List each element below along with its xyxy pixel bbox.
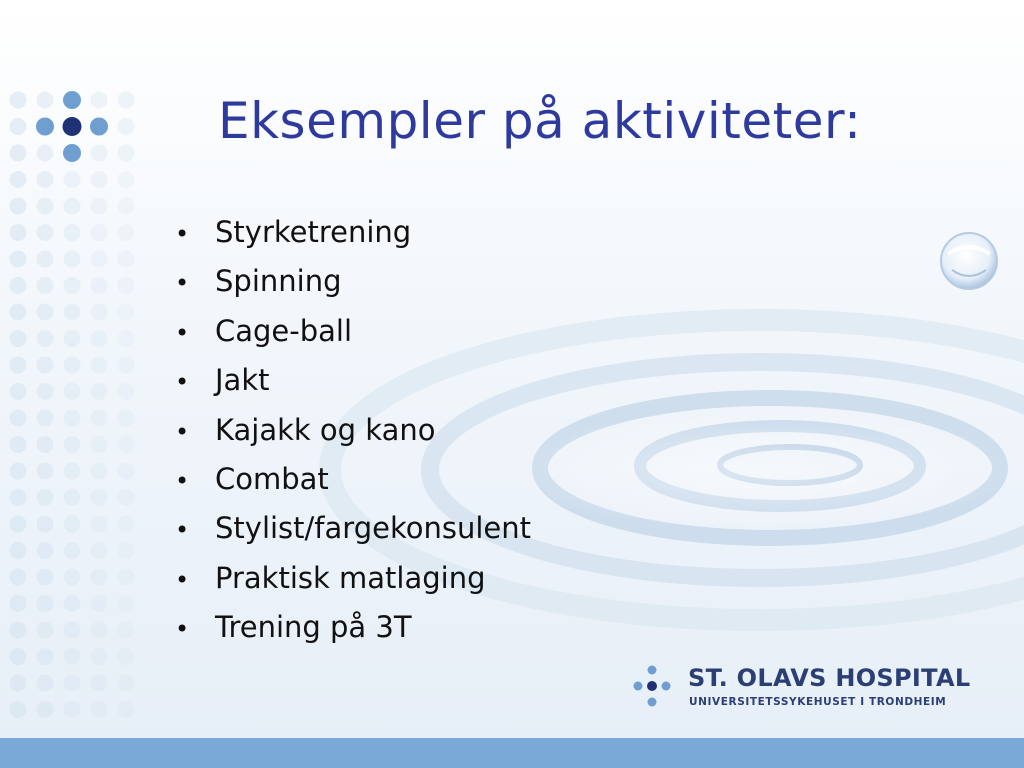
pattern-dot: [118, 383, 135, 400]
pattern-dot: [118, 516, 135, 533]
pattern-dot: [91, 542, 108, 559]
pattern-dot: [118, 463, 135, 480]
pattern-dot: [91, 648, 108, 665]
pattern-dot: [91, 410, 108, 427]
pattern-dot: [118, 410, 135, 427]
pattern-dot: [118, 595, 135, 612]
pattern-dot: [37, 463, 54, 480]
st-olavs-dots-logo-icon: [628, 664, 676, 710]
footer-bar: [0, 738, 1024, 768]
pattern-dot: [37, 410, 54, 427]
pattern-dot: [91, 251, 108, 268]
pattern-dot: [64, 277, 81, 294]
pattern-dot: [37, 675, 54, 692]
pattern-dot: [10, 224, 27, 241]
list-item-text: Cage-ball: [215, 313, 353, 348]
pattern-dot: [91, 489, 108, 506]
pattern-dot: [10, 622, 27, 639]
pattern-dot: [118, 330, 135, 347]
list-item-text: Combat: [215, 461, 329, 496]
bullet-dot: •: [175, 220, 190, 248]
pattern-dot: [37, 383, 54, 400]
pattern-dot: [118, 489, 135, 506]
pattern-dot: [37, 622, 54, 639]
pattern-dot: [64, 489, 81, 506]
pattern-dot: [118, 648, 135, 665]
bullet-dot: •: [175, 565, 190, 594]
pattern-dot: [37, 92, 54, 109]
pattern-dot: [10, 516, 27, 533]
list-item-text: Kajakk og kano: [215, 412, 436, 447]
bullet-dot: •: [175, 269, 190, 298]
pattern-dot: [10, 277, 27, 294]
pattern-dot: [37, 569, 54, 586]
pattern-dot: [10, 701, 27, 718]
pattern-dot: [118, 145, 135, 162]
pattern-dot: [64, 595, 81, 612]
pattern-dot: [37, 171, 54, 188]
pattern-dot: [91, 277, 108, 294]
pattern-dot: [118, 436, 135, 453]
logo-subtitle: UNIVERSITETSSYKEHUSET I TRONDHEIM: [689, 696, 947, 708]
pattern-dot: [10, 357, 27, 374]
slide-title: Eksempler på aktiviteter:: [218, 92, 862, 150]
bullet-dot: •: [175, 368, 190, 397]
pattern-dot: [91, 357, 108, 374]
accent-dot: [63, 144, 81, 162]
pattern-dot: [64, 675, 81, 692]
pattern-dot: [37, 224, 54, 241]
pattern-dot: [64, 463, 81, 480]
pattern-dot: [64, 542, 81, 559]
accent-dot: [90, 118, 108, 136]
pattern-dot: [64, 304, 81, 321]
pattern-dot: [10, 595, 27, 612]
pattern-dot: [91, 145, 108, 162]
pattern-dot: [118, 251, 135, 268]
list-item-text: Jakt: [215, 363, 270, 398]
list-item: [172, 211, 531, 260]
pattern-dot: [91, 463, 108, 480]
list-item-text: Trening på 3T: [215, 610, 412, 645]
pattern-dot: [91, 304, 108, 321]
list-item-text: Spinning: [215, 264, 342, 299]
accent-dot: [63, 91, 81, 109]
pattern-dot: [118, 304, 135, 321]
pattern-dot: [64, 330, 81, 347]
pattern-dot: [118, 92, 135, 109]
pattern-dot: [64, 436, 81, 453]
pattern-dot: [118, 569, 135, 586]
logo-name: ST. OLAVS HOSPITAL: [688, 664, 971, 692]
pattern-dot: [37, 542, 54, 559]
list-item: [172, 606, 531, 655]
pattern-dot: [10, 383, 27, 400]
bullet-dot: •: [175, 615, 190, 644]
pattern-dot: [10, 648, 27, 665]
pattern-dot: [64, 569, 81, 586]
hospital-logo: [628, 662, 998, 712]
list-item-text: Stylist/fargekonsulent: [215, 511, 531, 546]
pattern-dot: [64, 224, 81, 241]
bullet-dot: •: [175, 516, 190, 545]
pattern-dot: [10, 542, 27, 559]
pattern-dot: [91, 701, 108, 718]
pattern-dot: [37, 251, 54, 268]
pattern-dot: [37, 277, 54, 294]
pattern-dot: [64, 410, 81, 427]
pattern-dot: [37, 198, 54, 215]
pattern-dot: [37, 436, 54, 453]
pattern-dot: [37, 145, 54, 162]
pattern-dot: [91, 383, 108, 400]
pattern-dot: [37, 489, 54, 506]
pattern-dot: [91, 198, 108, 215]
accent-dot: [36, 118, 54, 136]
pattern-dot: [64, 648, 81, 665]
pattern-dot: [118, 542, 135, 559]
pattern-dot: [37, 330, 54, 347]
list-item: [172, 458, 531, 507]
list-item: [172, 310, 531, 359]
pattern-dot: [37, 357, 54, 374]
pattern-dot: [37, 516, 54, 533]
pattern-dot: [91, 171, 108, 188]
pattern-dot: [10, 251, 27, 268]
pattern-dot: [10, 304, 27, 321]
pattern-dot: [118, 171, 135, 188]
pattern-dot: [118, 118, 135, 135]
pattern-dot: [91, 224, 108, 241]
pattern-dot: [118, 701, 135, 718]
pattern-dot: [64, 383, 81, 400]
pattern-dot: [118, 198, 135, 215]
pattern-dot: [91, 675, 108, 692]
pattern-dot: [64, 198, 81, 215]
pattern-dot: [64, 516, 81, 533]
pattern-dot: [64, 701, 81, 718]
dotted-pattern-decoration: [0, 88, 150, 738]
pattern-dot: [64, 251, 81, 268]
pattern-dot: [91, 92, 108, 109]
list-item: [172, 557, 531, 606]
water-droplet-icon: [938, 230, 1000, 292]
list-item: [172, 260, 531, 309]
pattern-dot: [10, 436, 27, 453]
pattern-dot: [37, 701, 54, 718]
pattern-dot: [118, 224, 135, 241]
pattern-dot: [10, 569, 27, 586]
pattern-dot: [118, 622, 135, 639]
pattern-dot: [91, 436, 108, 453]
list-item-text: Styrketrening: [215, 215, 412, 249]
pattern-dot: [10, 92, 27, 109]
list-item: [172, 359, 531, 408]
bullet-dot: •: [175, 466, 190, 495]
pattern-dot: [64, 622, 81, 639]
pattern-dot: [10, 171, 27, 188]
pattern-dot: [37, 595, 54, 612]
pattern-dot: [37, 304, 54, 321]
list-item: [172, 507, 531, 556]
accent-dot: [63, 117, 82, 136]
list-item-text: Praktisk matlaging: [215, 560, 486, 595]
pattern-dot: [91, 595, 108, 612]
pattern-dot: [118, 357, 135, 374]
pattern-dot: [91, 569, 108, 586]
pattern-dot: [10, 118, 27, 135]
pattern-dot: [10, 463, 27, 480]
pattern-dot: [91, 516, 108, 533]
pattern-dot: [37, 648, 54, 665]
bullet-dot: •: [175, 417, 190, 446]
pattern-dot: [10, 145, 27, 162]
pattern-dot: [118, 675, 135, 692]
bullet-list: [172, 211, 531, 656]
pattern-dot: [118, 277, 135, 294]
pattern-dot: [10, 489, 27, 506]
pattern-dot: [91, 330, 108, 347]
pattern-dot: [10, 675, 27, 692]
list-item: [172, 409, 531, 458]
pattern-dot: [64, 357, 81, 374]
pattern-dot: [64, 171, 81, 188]
pattern-dot: [91, 622, 108, 639]
pattern-dot: [10, 198, 27, 215]
pattern-dot: [10, 330, 27, 347]
pattern-dot: [10, 410, 27, 427]
bullet-dot: •: [175, 318, 190, 347]
